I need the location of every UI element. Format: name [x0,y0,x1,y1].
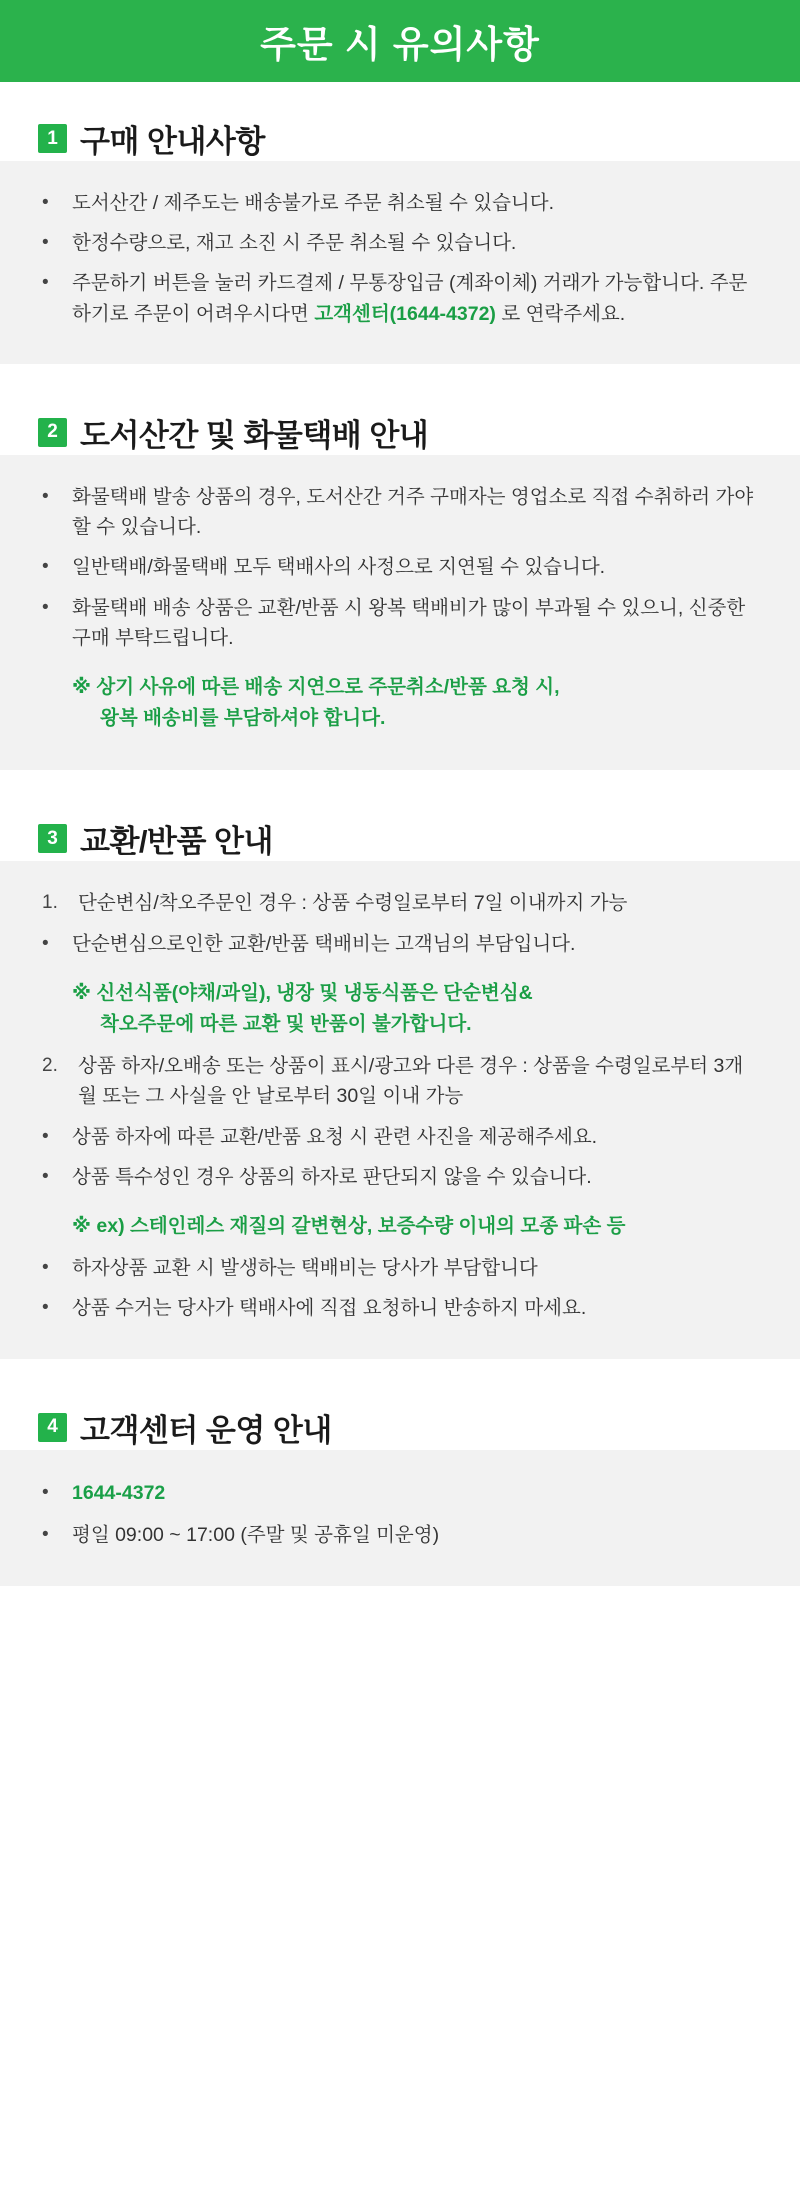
section-number-badge: 4 [38,1413,67,1442]
bullet-marker: • [42,485,49,507]
operating-hours-text: 평일 09:00 ~ 17:00 (주말 및 공휴일 미운영) [72,1523,440,1546]
list-item-text: 도서산간 / 제주도는 배송불가로 주문 취소될 수 있습니다. [72,192,555,214]
notice-list-3 [42,1248,758,1328]
notice-list-1 [42,883,758,963]
notice-list [42,183,758,334]
section-number-badge: 3 [38,824,67,853]
list-item [42,223,758,263]
bullet-marker: • [42,1297,49,1319]
list-item-text: 단순변심으로인한 교환/반품 택배비는 고객님의 부담입니다. [72,932,576,955]
section-customer-center [0,1405,800,1586]
list-item-text: 일반택배/화물택배 모두 택배사의 사정으로 지연될 수 있습니다. [72,556,606,579]
bullet-marker: • [42,1125,49,1147]
bullet-marker: • [42,1165,49,1187]
note-line-1: ※ 신선식품(야채/과일), 냉장 및 냉동식품은 단순변심& [72,981,533,1004]
notice-list-2 [42,1046,758,1197]
bullet-marker: • [42,1481,49,1503]
number-marker: 2. [42,1055,58,1077]
list-item-text: 화물택배 배송 상품은 교환/반품 시 왕복 택배비가 많이 부과될 수 있으니, 신중한 구매 부탁드립니다. [72,596,746,649]
list-item-text: 상품 하자에 따른 교환/반품 요청 시 관련 사진을 제공해주세요. [72,1125,598,1148]
bullet-marker: • [42,232,49,254]
spacer [0,82,800,116]
section-number-badge: 1 [38,124,67,153]
bullet-marker: • [42,596,49,618]
notice-list [42,477,758,658]
section-body [0,161,800,364]
section-header [0,1405,800,1450]
section-body [0,1450,800,1586]
section-header [0,116,800,161]
section-remote-freight-guide [0,410,800,770]
note-line-2: 착오주문에 따른 교환 및 반품이 불가합니다. [100,1012,472,1035]
list-item-text-main: 주문하기 버튼을 눌러 카드결제 / 무통장입금 (계좌이체) 거래가 가능합니다. 주문하기로 주문이 어려우시다면 [72,272,748,325]
note-line-1: ※ ex) 스테인레스 재질의 갈변현상, 보증수량 이내의 모종 파손 등 [72,1215,626,1238]
list-item [42,547,758,587]
list-item-text [72,268,758,328]
note-line-1: ※ 상기 사유에 따른 배송 지연으로 주문취소/반품 요청 시, [72,675,560,698]
section-note-2 [42,1197,758,1248]
bullet-marker: • [42,1257,49,1279]
customer-center-number[interactable]: 1644-4372 [72,1481,166,1504]
notice-list [42,1472,758,1556]
list-item [42,883,758,923]
list-item [42,477,758,547]
spacer [0,364,800,410]
section-header [0,816,800,861]
section-header [0,410,800,455]
section-note-1 [42,964,758,1046]
section-body [0,455,800,770]
spacer [0,1586,800,1632]
bullet-marker: • [42,556,49,578]
list-item-text: 상품 수거는 당사가 택배사에 직접 요청하니 반송하지 마세요. [72,1297,587,1320]
section-purchase-guide [0,116,800,364]
list-item-text: 단순변심/착오주문인 경우 : 상품 수령일로부터 7일 이내까지 가능 [78,892,628,915]
page-header [0,0,800,82]
list-item-text: 하자상품 교환 시 발생하는 택배비는 당사가 부담합니다 [72,1257,538,1280]
list-item [42,263,758,333]
section-title: 고객센터 운영 안내 [80,1412,332,1448]
list-item [42,1046,758,1116]
spacer [0,770,800,816]
section-body [0,861,800,1358]
bullet-marker: • [42,272,49,294]
list-item [42,1472,758,1514]
bullet-marker: • [42,192,49,213]
list-item [42,1288,758,1328]
list-item [42,1157,758,1197]
section-exchange-return-guide [0,816,800,1358]
list-item-text: 상품 특수성인 경우 상품의 하자로 판단되지 않을 수 있습니다. [72,1165,592,1188]
section-number-badge: 2 [38,418,67,447]
list-item [42,1117,758,1157]
list-item [42,588,758,658]
list-item [42,183,758,223]
bullet-marker: • [42,1523,49,1545]
list-item [42,1248,758,1288]
section-note [42,658,758,740]
list-item [42,924,758,964]
note-line-2: 왕복 배송비를 부담하셔야 합니다. [100,707,386,730]
number-marker: 1. [42,892,58,914]
section-title: 구매 안내사항 [80,124,265,159]
section-title: 교환/반품 안내 [80,824,273,860]
list-item-text-tail: 로 연락주세요. [495,302,626,325]
customer-center-phone[interactable]: 고객센터(1644-4372) [314,302,496,325]
bullet-marker: • [42,932,49,954]
list-item-text: 상품 하자/오배송 또는 상품이 표시/광고와 다른 경우 : 상품을 수령일로부터 3개월 또는 그 사실을 안 날로부터 30일 이내 가능 [78,1055,744,1108]
list-item-text: 화물택배 발송 상품의 경우, 도서산간 거주 구매자는 영업소로 직접 수취하러 가야할 수 있습니다. [72,485,754,539]
list-item-text: 한정수량으로, 재고 소진 시 주문 취소될 수 있습니다. [72,232,517,255]
section-title: 도서산간 및 화물택배 안내 [80,417,429,453]
page-title: 주문 시 유의사항 [260,24,540,65]
list-item [42,1514,758,1556]
spacer [0,1359,800,1405]
